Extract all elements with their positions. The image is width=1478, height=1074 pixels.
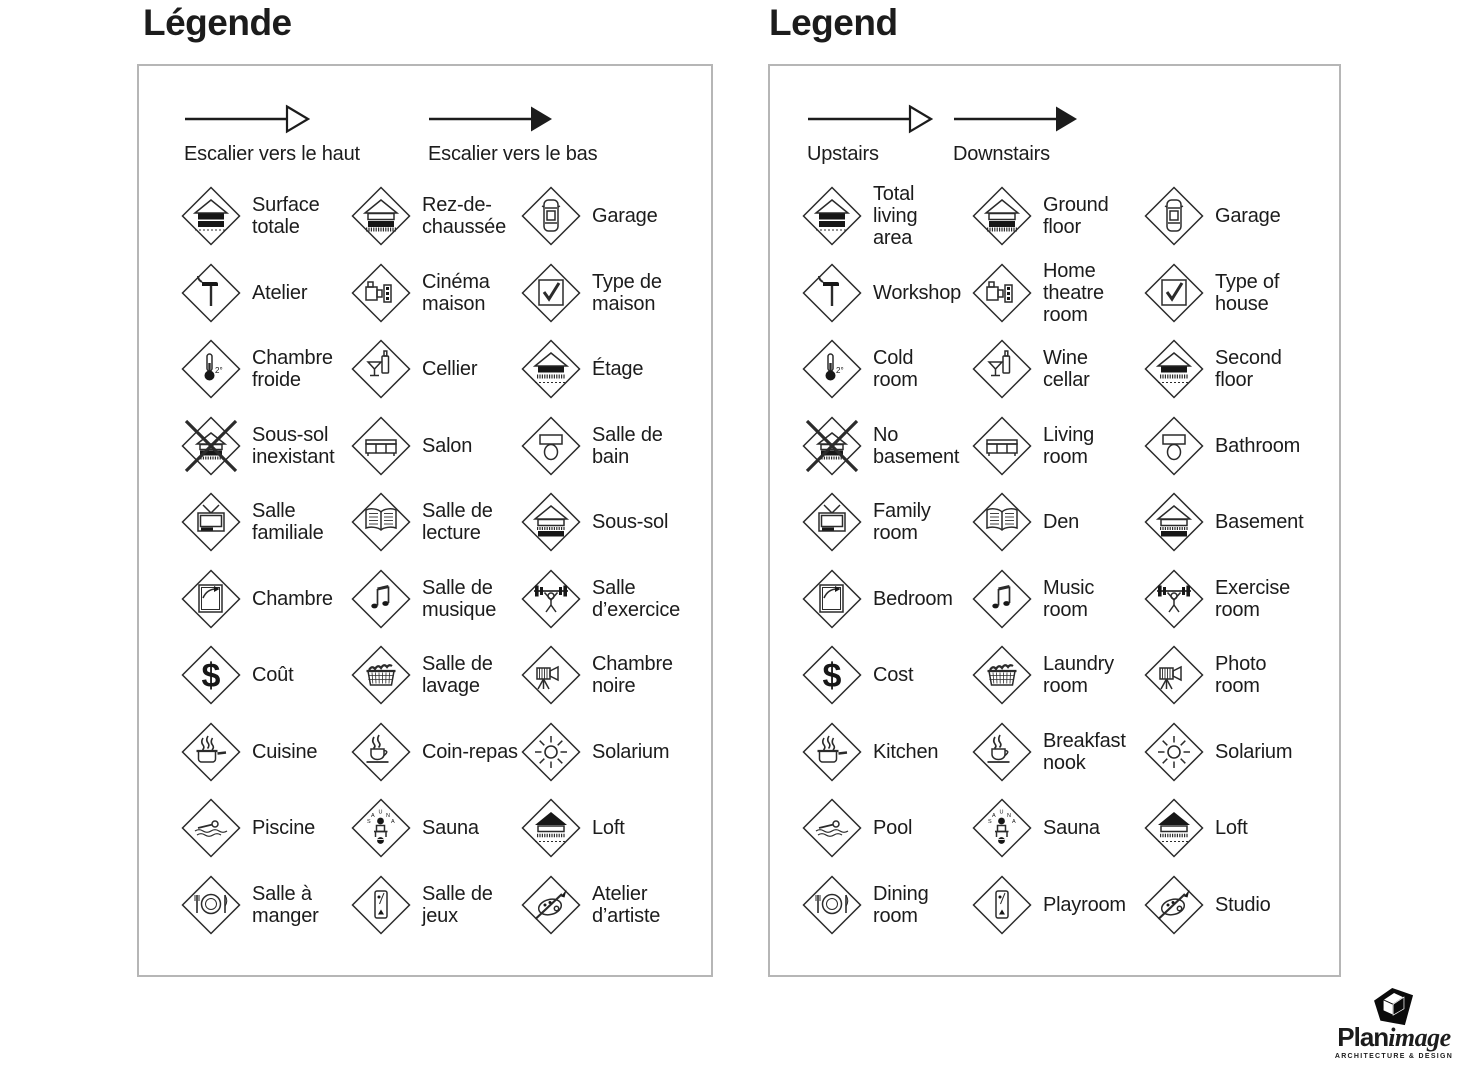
studio-palette-icon bbox=[1144, 875, 1204, 935]
music-notes-icon bbox=[972, 569, 1032, 629]
workshop-hammer-icon bbox=[181, 263, 241, 323]
upstairs-arrow-icon bbox=[807, 102, 933, 136]
legend-item-label: Second floor bbox=[1215, 347, 1282, 392]
loft-house-icon bbox=[1144, 798, 1204, 858]
family-room-tv-icon bbox=[802, 492, 862, 552]
legend-item bbox=[972, 331, 1144, 408]
legend-item-label: Atelier bbox=[252, 281, 308, 304]
breakfast-cup-icon bbox=[351, 722, 411, 782]
legend-item bbox=[351, 484, 521, 561]
legend-item bbox=[802, 408, 972, 485]
legend-item bbox=[972, 484, 1144, 561]
legend-item bbox=[802, 484, 972, 561]
svg-text:$: $ bbox=[201, 657, 221, 696]
legend-item-label: Basement bbox=[1215, 511, 1304, 534]
total-area-house-icon bbox=[802, 186, 862, 246]
legend-item-label: Solarium bbox=[592, 740, 670, 763]
laundry-basket-icon bbox=[972, 645, 1032, 705]
legend-item bbox=[802, 255, 972, 332]
stair-arrow-open bbox=[184, 102, 428, 166]
svg-text:A: A bbox=[391, 819, 395, 826]
legend-item bbox=[351, 790, 521, 867]
legend-item bbox=[521, 484, 711, 561]
legend-item-label: Wine cellar bbox=[1043, 347, 1090, 392]
downstairs-arrow-icon bbox=[953, 102, 1079, 136]
legend-item bbox=[351, 408, 521, 485]
legend-item bbox=[521, 331, 711, 408]
living-room-sofa-icon bbox=[972, 416, 1032, 476]
legend-item bbox=[972, 714, 1144, 791]
svg-text:A: A bbox=[371, 813, 375, 820]
legend-item bbox=[1144, 178, 1339, 255]
pool-swimmer-icon bbox=[181, 798, 241, 858]
solarium-sun-icon bbox=[521, 722, 581, 782]
legend-item bbox=[181, 867, 351, 944]
music-notes-icon bbox=[351, 569, 411, 629]
legend-item-label: Rez-de-chaussée bbox=[422, 194, 507, 239]
planimage-logo bbox=[1316, 985, 1472, 1060]
legend-item bbox=[351, 331, 521, 408]
legend-item-label: Étage bbox=[592, 358, 644, 381]
legend-item bbox=[972, 255, 1144, 332]
stair-arrows bbox=[184, 102, 597, 166]
brand-plan: Plan bbox=[1337, 1022, 1389, 1052]
cost-dollar-icon bbox=[181, 645, 241, 705]
legend-item-label: Pool bbox=[873, 817, 913, 840]
legend-item-label: Sous-sol bbox=[592, 511, 669, 534]
svg-text:A: A bbox=[1012, 819, 1016, 826]
legend-item bbox=[181, 331, 351, 408]
stair-arrow-open bbox=[807, 102, 953, 166]
legend-item-label: Dining room bbox=[873, 882, 929, 927]
legend-item bbox=[521, 790, 711, 867]
legend-item bbox=[1144, 561, 1339, 638]
legend-item-label: Bedroom bbox=[873, 587, 953, 610]
legend-title-english: Legend bbox=[769, 2, 898, 43]
legend-item-label: Solarium bbox=[1215, 740, 1293, 763]
playroom-table-icon bbox=[351, 875, 411, 935]
legend-item-label: Studio bbox=[1215, 893, 1271, 916]
kitchen-pot-icon bbox=[181, 722, 241, 782]
legend-item-label: Salle de lecture bbox=[422, 500, 493, 545]
legend-item-label: Playroom bbox=[1043, 893, 1126, 916]
legend-item-label: Kitchen bbox=[873, 740, 939, 763]
legend-item bbox=[802, 637, 972, 714]
legend-item bbox=[521, 561, 711, 638]
den-book-icon bbox=[351, 492, 411, 552]
legend-grid bbox=[139, 178, 711, 943]
legend-item bbox=[972, 178, 1144, 255]
legend-item-label: Salle à manger bbox=[252, 882, 319, 927]
legend-panel-french bbox=[137, 64, 713, 977]
legend-item bbox=[1144, 714, 1339, 791]
legend-item-label: Chambre froide bbox=[252, 347, 333, 392]
legend-item bbox=[972, 867, 1144, 944]
stair-arrow-filled bbox=[953, 102, 1079, 166]
legend-item bbox=[181, 790, 351, 867]
legend-item-label: Family room bbox=[873, 500, 931, 545]
legend-panel-english bbox=[768, 64, 1341, 977]
legend-item bbox=[1144, 408, 1339, 485]
legend-item bbox=[351, 867, 521, 944]
legend-item bbox=[802, 867, 972, 944]
den-book-icon bbox=[972, 492, 1032, 552]
legend-item-label: Salle d’exercice bbox=[592, 576, 681, 621]
cold-thermometer-icon bbox=[181, 339, 241, 399]
total-area-house-icon bbox=[181, 186, 241, 246]
legend-item bbox=[181, 637, 351, 714]
svg-text:S: S bbox=[367, 819, 371, 826]
bathroom-toilet-icon bbox=[1144, 416, 1204, 476]
legend-item-label: Loft bbox=[1215, 817, 1248, 840]
legend-item bbox=[181, 484, 351, 561]
bedroom-window-icon bbox=[181, 569, 241, 629]
legend-item bbox=[521, 714, 711, 791]
legend-item bbox=[1144, 255, 1339, 332]
legend-item-label: Chambre noire bbox=[592, 653, 673, 698]
legend-item bbox=[802, 790, 972, 867]
legend-item bbox=[521, 255, 711, 332]
legend-item bbox=[802, 714, 972, 791]
legend-item bbox=[802, 178, 972, 255]
exercise-weightlifter-icon bbox=[1144, 569, 1204, 629]
garage-car-icon bbox=[521, 186, 581, 246]
upstairs-arrow-icon bbox=[184, 102, 310, 136]
legend-item bbox=[972, 561, 1144, 638]
svg-text:U: U bbox=[378, 809, 383, 816]
svg-text:2°: 2° bbox=[836, 366, 844, 376]
legend-item bbox=[802, 331, 972, 408]
legend-item-label: Bathroom bbox=[1215, 434, 1301, 457]
legend-item bbox=[1144, 331, 1339, 408]
legend-item-label: Photo room bbox=[1215, 653, 1267, 698]
legend-item-label: Living room bbox=[1043, 423, 1095, 468]
legend-item-label: Salle de jeux bbox=[422, 882, 493, 927]
legend-item-label: Cold room bbox=[873, 347, 918, 392]
garage-car-icon bbox=[1144, 186, 1204, 246]
wine-bottle-glass-icon bbox=[351, 339, 411, 399]
stair-arrow-label: Upstairs bbox=[807, 143, 879, 165]
legend-item bbox=[181, 255, 351, 332]
legend-item bbox=[351, 714, 521, 791]
dining-place-setting-icon bbox=[802, 875, 862, 935]
legend-item-label: Breakfast nook bbox=[1043, 729, 1126, 774]
legend-item-label: Surface totale bbox=[252, 194, 320, 239]
ground-floor-house-icon bbox=[972, 186, 1032, 246]
legend-item-label: Laundry room bbox=[1043, 653, 1114, 698]
legend-item bbox=[351, 255, 521, 332]
bedroom-window-icon bbox=[802, 569, 862, 629]
legend-item bbox=[351, 561, 521, 638]
studio-palette-icon bbox=[521, 875, 581, 935]
stair-arrows bbox=[807, 102, 1079, 166]
legend-item bbox=[181, 714, 351, 791]
legend-item-label: Ground floor bbox=[1043, 194, 1109, 239]
legend-item bbox=[972, 408, 1144, 485]
legend-item bbox=[181, 178, 351, 255]
downstairs-arrow-icon bbox=[428, 102, 554, 136]
legend-item bbox=[802, 561, 972, 638]
sauna-person-icon bbox=[351, 798, 411, 858]
stair-arrow-label: Downstairs bbox=[953, 143, 1050, 165]
svg-text:S: S bbox=[988, 819, 992, 826]
family-room-tv-icon bbox=[181, 492, 241, 552]
legend-item bbox=[972, 637, 1144, 714]
dining-place-setting-icon bbox=[181, 875, 241, 935]
svg-text:2°: 2° bbox=[215, 366, 223, 376]
brand-image: image bbox=[1388, 1023, 1451, 1052]
legend-item bbox=[521, 408, 711, 485]
legend-item-label: Salon bbox=[422, 434, 473, 457]
stair-arrow-filled bbox=[428, 102, 597, 166]
legend-item-label: Loft bbox=[592, 817, 625, 840]
home-theatre-projector-icon bbox=[972, 263, 1032, 323]
legend-item-label: Piscine bbox=[252, 817, 316, 840]
legend-item bbox=[1144, 484, 1339, 561]
legend-item-label: Salle familiale bbox=[252, 500, 324, 545]
laundry-basket-icon bbox=[351, 645, 411, 705]
legend-item-label: Coût bbox=[252, 664, 294, 687]
bathroom-toilet-icon bbox=[521, 416, 581, 476]
svg-text:U: U bbox=[999, 809, 1004, 816]
second-floor-house-icon bbox=[1144, 339, 1204, 399]
second-floor-house-icon bbox=[521, 339, 581, 399]
breakfast-cup-icon bbox=[972, 722, 1032, 782]
legend-item-label: Cinéma maison bbox=[422, 270, 490, 315]
legend-item-label: Sauna bbox=[422, 817, 479, 840]
no-basement-cross-icon bbox=[181, 416, 241, 476]
legend-item bbox=[351, 178, 521, 255]
svg-text:$: $ bbox=[822, 657, 842, 696]
legend-item-label: Cuisine bbox=[252, 740, 318, 763]
photo-camera-icon bbox=[521, 645, 581, 705]
legend-item-label: Type de maison bbox=[592, 270, 662, 315]
legend-item bbox=[181, 561, 351, 638]
sauna-person-icon bbox=[972, 798, 1032, 858]
home-theatre-projector-icon bbox=[351, 263, 411, 323]
legend-item bbox=[521, 867, 711, 944]
living-room-sofa-icon bbox=[351, 416, 411, 476]
no-basement-cross-icon bbox=[802, 416, 862, 476]
legend-item-label: Coin-repas bbox=[422, 740, 518, 763]
legend-item-label: Workshop bbox=[873, 281, 962, 304]
cost-dollar-icon bbox=[802, 645, 862, 705]
pool-swimmer-icon bbox=[802, 798, 862, 858]
kitchen-pot-icon bbox=[802, 722, 862, 782]
legend-title-french: Légende bbox=[143, 2, 292, 43]
stair-arrow-label: Escalier vers le bas bbox=[428, 143, 598, 165]
solarium-sun-icon bbox=[1144, 722, 1204, 782]
cold-thermometer-icon bbox=[802, 339, 862, 399]
legend-item-label: Salle de lavage bbox=[422, 653, 493, 698]
legend-item bbox=[972, 790, 1144, 867]
svg-text:N: N bbox=[1007, 813, 1011, 820]
legend-item bbox=[351, 637, 521, 714]
legend-item-label: Chambre bbox=[252, 587, 333, 610]
legend-item-label: Sous-sol inexistant bbox=[252, 423, 335, 468]
legend-item-label: Total living area bbox=[873, 183, 918, 250]
legend-item bbox=[521, 178, 711, 255]
svg-text:N: N bbox=[386, 813, 390, 820]
planimage-tagline: ARCHITECTURE & DESIGN bbox=[1334, 1053, 1454, 1060]
photo-camera-icon bbox=[1144, 645, 1204, 705]
planimage-brand bbox=[1316, 1024, 1472, 1051]
svg-text:A: A bbox=[992, 813, 996, 820]
legend-item-label: Salle de musique bbox=[422, 576, 497, 621]
basement-house-icon bbox=[521, 492, 581, 552]
legend-item-label: Atelier d’artiste bbox=[592, 882, 661, 927]
legend-item-label: Garage bbox=[592, 205, 658, 228]
legend-item-label: Cost bbox=[873, 664, 914, 687]
playroom-table-icon bbox=[972, 875, 1032, 935]
stair-arrow-label: Escalier vers le haut bbox=[184, 143, 360, 165]
legend-item-label: Sauna bbox=[1043, 817, 1100, 840]
legend-item-label: Garage bbox=[1215, 205, 1281, 228]
wine-bottle-glass-icon bbox=[972, 339, 1032, 399]
legend-item-label: Type of house bbox=[1215, 270, 1280, 315]
house-checkmark-icon bbox=[1144, 263, 1204, 323]
legend-item-label: No basement bbox=[873, 423, 960, 468]
legend-item bbox=[1144, 790, 1339, 867]
exercise-weightlifter-icon bbox=[521, 569, 581, 629]
legend-item-label: Salle de bain bbox=[592, 423, 663, 468]
legend-item bbox=[1144, 867, 1339, 944]
legend-item-label: Den bbox=[1043, 511, 1080, 534]
legend-grid bbox=[770, 178, 1339, 943]
basement-house-icon bbox=[1144, 492, 1204, 552]
ground-floor-house-icon bbox=[351, 186, 411, 246]
workshop-hammer-icon bbox=[802, 263, 862, 323]
legend-item-label: Home theatre room bbox=[1043, 259, 1104, 326]
legend-item-label: Music room bbox=[1043, 576, 1095, 621]
legend-item bbox=[521, 637, 711, 714]
legend-item bbox=[181, 408, 351, 485]
legend-item bbox=[1144, 637, 1339, 714]
legend-item-label: Cellier bbox=[422, 358, 478, 381]
loft-house-icon bbox=[521, 798, 581, 858]
legend-item-label: Exercise room bbox=[1215, 576, 1291, 621]
house-checkmark-icon bbox=[521, 263, 581, 323]
